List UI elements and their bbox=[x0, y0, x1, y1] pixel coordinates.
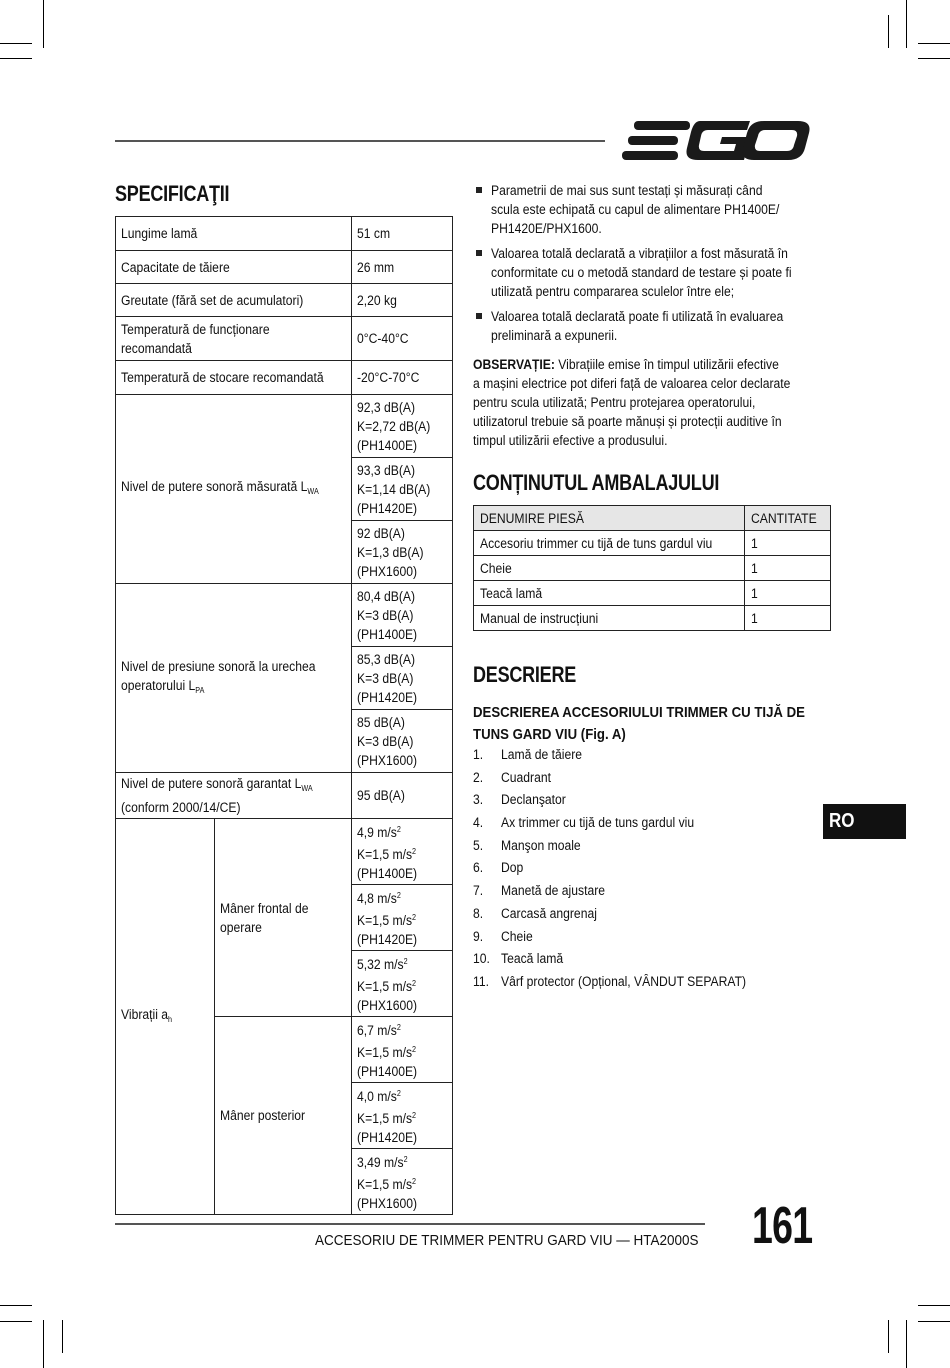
spec-value: 85 dB(A) K=3 dB(A) (PHX1600) bbox=[357, 714, 418, 768]
crop-mark bbox=[906, 1320, 907, 1368]
table-row: Teacă lamă 1 bbox=[474, 581, 831, 606]
spec-label: Nivel de presiune sonoră la urechea operatorului $L_{PA}$ bbox=[121, 658, 316, 695]
table-row bbox=[116, 773, 453, 819]
spec-label: Mâner posterior bbox=[220, 1108, 306, 1123]
spec-label: Temperatură de funcționare recomandată bbox=[121, 321, 270, 356]
observation-note: OBSERVAȚIE: Vibrațiile emise în timpul utilizării efective a mașini electrice pot diferi față de valoarea celor declarate pentru scula utilizată; Pentru protejarea operatorului, utilizatorul trebuie să poarte mănuși și protecții auditive în timpul utilizării efective a produsului. bbox=[473, 357, 791, 448]
spec-value: 3,49 $m/s^2$ K=1,5 $m/s^2$ (PHX1600) bbox=[357, 1155, 418, 1211]
package-table bbox=[473, 505, 831, 631]
crop-mark bbox=[0, 1321, 32, 1322]
column-header: DENUMIRE PIESĂ bbox=[480, 510, 584, 526]
spec-value: 92,3 dB(A) K=2,72 dB(A) (PH1400E) bbox=[357, 399, 431, 453]
crop-mark bbox=[0, 43, 32, 44]
spec-label: Vibrații $a_h$ bbox=[121, 1006, 173, 1024]
spec-value: 26 mm bbox=[357, 259, 395, 275]
spec-value: 2,20 kg bbox=[357, 292, 397, 308]
table-row bbox=[116, 251, 453, 284]
spec-value: 0°C-40°C bbox=[357, 331, 409, 346]
crop-mark bbox=[0, 1305, 32, 1306]
spec-value: 4,8 $m/s^2$ K=1,5 $m/s^2$ (PH1420E) bbox=[357, 891, 418, 947]
table-row: Accesoriu trimmer cu tijă de tuns gardul viu 1 bbox=[474, 531, 831, 556]
table-row bbox=[116, 584, 453, 647]
crop-mark bbox=[888, 15, 889, 48]
table-row bbox=[116, 361, 453, 395]
spec-label: Greutate (fără set de acumulatori) bbox=[121, 292, 304, 308]
crop-mark bbox=[918, 43, 950, 44]
spec-label: Nivel de putere sonoră garantat $L_{WA}$ (conform 2000/14/CE) bbox=[121, 776, 313, 815]
crop-mark bbox=[918, 1305, 950, 1306]
spec-value: -20°C-70°C bbox=[357, 370, 420, 385]
spec-value: 5,32 $m/s^2$ K=1,5 $m/s^2$ (PHX1600) bbox=[357, 957, 418, 1013]
description-title: DESCRIERE bbox=[473, 662, 577, 687]
table-row bbox=[116, 317, 453, 361]
list-item: Parametrii de mai sus sunt testați și măsurați când scula este echipată cu capul de alimentare PH1400E/ PH1420E/PHX1600. bbox=[473, 181, 813, 238]
spec-value: 92 dB(A) K=1,3 dB(A) (PHX1600) bbox=[357, 525, 424, 579]
list-item: Valoarea totală declarată a vibrațiilor a fost măsurată în conformitate cu o metodă standard de testare și poate fi utilizată pentru compararea sculelor între ele; bbox=[473, 244, 813, 301]
specs-title: SPECIFICAŢII bbox=[115, 181, 230, 206]
crop-mark bbox=[918, 58, 950, 59]
crop-mark bbox=[888, 1320, 889, 1353]
column-header: CANTITATE bbox=[751, 510, 817, 526]
spec-value: 4,0 $m/s^2$ K=1,5 $m/s^2$ (PH1420E) bbox=[357, 1089, 418, 1145]
table-row bbox=[116, 217, 453, 251]
package-title: CONȚINUTUL AMBALAJULUI bbox=[473, 470, 720, 495]
spec-value: 80,4 dB(A) K=3 dB(A) (PH1400E) bbox=[357, 588, 418, 642]
language-tab: RO bbox=[823, 804, 906, 839]
crop-mark bbox=[918, 1321, 950, 1322]
crop-mark bbox=[0, 58, 32, 59]
spec-value: 93,3 dB(A) K=1,14 dB(A) (PH1420E) bbox=[357, 462, 431, 516]
specs-table bbox=[115, 216, 453, 1215]
spec-label: Temperatură de stocare recomandată bbox=[121, 370, 324, 385]
footer-rule bbox=[115, 1223, 705, 1225]
spec-value: 6,7 $m/s^2$ K=1,5 $m/s^2$ (PH1400E) bbox=[357, 1023, 418, 1079]
table-header-row bbox=[474, 506, 831, 531]
description-subtitle: DESCRIEREA ACCESORIULUI TRIMMER CU TIJĂ DE TUNS GARD VIU (Fig. A) bbox=[473, 704, 805, 743]
header-rule bbox=[115, 140, 605, 142]
table-row: Cheie 1 bbox=[474, 556, 831, 581]
spec-value: 85,3 dB(A) K=3 dB(A) (PH1420E) bbox=[357, 651, 418, 705]
observation-label: OBSERVAȚIE: bbox=[473, 357, 555, 372]
table-row: Manual de instrucțiuni 1 bbox=[474, 606, 831, 631]
table-row bbox=[116, 395, 453, 458]
notes-list bbox=[473, 181, 813, 351]
footer-title: ACCESORIU DE TRIMMER PENTRU GARD VIU — HTA2000S bbox=[315, 1232, 699, 1249]
crop-mark bbox=[43, 0, 44, 48]
table-row bbox=[116, 284, 453, 317]
spec-label: Capacitate de tăiere bbox=[121, 259, 230, 275]
spec-label: Lungime lamă bbox=[121, 226, 198, 241]
spec-value: 4,9 $m/s^2$ K=1,5 $m/s^2$ (PH1400E) bbox=[357, 825, 418, 881]
page-number: 161 bbox=[752, 1197, 813, 1255]
spec-label: Mâner frontal de operare bbox=[220, 900, 309, 935]
crop-mark bbox=[62, 1320, 63, 1353]
ego-logo bbox=[622, 118, 810, 162]
table-row bbox=[116, 819, 453, 885]
spec-value: 51 cm bbox=[357, 226, 391, 241]
crop-mark bbox=[43, 1320, 44, 1368]
list-item: Valoarea totală declarată poate fi utilizată în evaluarea preliminară a expunerii. bbox=[473, 307, 813, 345]
spec-label: Nivel de putere sonoră măsurată $L_{WA}$ bbox=[121, 479, 319, 496]
spec-value: 95 dB(A) bbox=[357, 788, 406, 803]
crop-mark bbox=[906, 0, 907, 48]
